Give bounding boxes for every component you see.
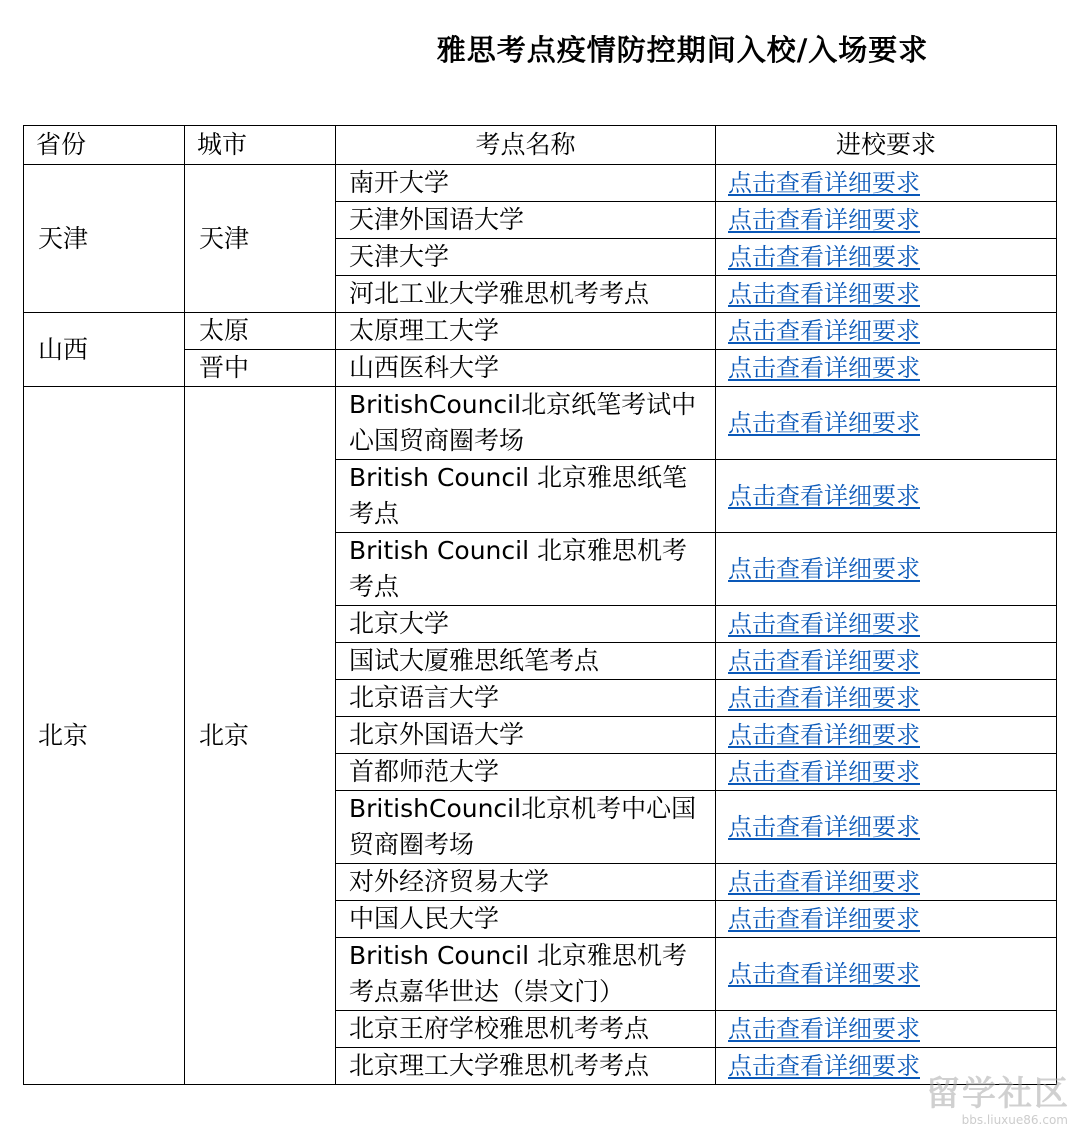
view-requirements-link[interactable]: 点击查看详细要求 <box>728 280 920 308</box>
table-header-row <box>24 126 1057 165</box>
venue-name-cell: 天津大学 <box>336 239 716 276</box>
view-requirements-link[interactable]: 点击查看详细要求 <box>728 758 920 786</box>
venue-name-cell: British Council 北京雅思纸笔考点 <box>336 460 716 533</box>
view-requirements-link[interactable]: 点击查看详细要求 <box>728 317 920 345</box>
city-cell: 天津 <box>185 165 336 313</box>
view-requirements-link[interactable]: 点击查看详细要求 <box>728 647 920 675</box>
venue-name-cell: 北京王府学校雅思机考考点 <box>336 1011 716 1048</box>
venue-name-cell: 国试大厦雅思纸笔考点 <box>336 643 716 680</box>
requirement-cell <box>716 239 1057 276</box>
venue-name-cell: 太原理工大学 <box>336 313 716 350</box>
requirement-cell <box>716 754 1057 791</box>
venue-name-cell: 对外经济贸易大学 <box>336 864 716 901</box>
requirement-cell <box>716 1048 1057 1085</box>
requirement-cell <box>716 717 1057 754</box>
venue-name-cell: 南开大学 <box>336 165 716 202</box>
view-requirements-link[interactable]: 点击查看详细要求 <box>728 409 920 437</box>
requirement-cell <box>716 938 1057 1011</box>
requirement-cell <box>716 276 1057 313</box>
requirement-cell <box>716 202 1057 239</box>
view-requirements-link[interactable]: 点击查看详细要求 <box>728 960 920 988</box>
view-requirements-link[interactable]: 点击查看详细要求 <box>728 482 920 510</box>
venue-name-cell: BritishCouncil北京纸笔考试中心国贸商圈考场 <box>336 387 716 460</box>
venue-name-cell: 首都师范大学 <box>336 754 716 791</box>
venue-name-cell: 北京大学 <box>336 606 716 643</box>
view-requirements-link[interactable]: 点击查看详细要求 <box>728 555 920 583</box>
header-requirement: 进校要求 <box>716 126 1057 165</box>
province-cell: 天津 <box>24 165 185 313</box>
requirement-cell <box>716 606 1057 643</box>
requirement-cell <box>716 791 1057 864</box>
view-requirements-link[interactable]: 点击查看详细要求 <box>728 1015 920 1043</box>
header-province: 省份 <box>24 126 185 165</box>
city-cell: 太原 <box>185 313 336 350</box>
venue-name-cell: 中国人民大学 <box>336 901 716 938</box>
province-cell: 山西 <box>24 313 185 387</box>
watermark-url: bbs.liuxue86.com <box>961 1113 1068 1127</box>
requirement-cell <box>716 643 1057 680</box>
venue-name-cell: 天津外国语大学 <box>336 202 716 239</box>
header-city: 城市 <box>185 126 336 165</box>
venue-name-cell: British Council 北京雅思机考考点嘉华世达（崇文门） <box>336 938 716 1011</box>
view-requirements-link[interactable]: 点击查看详细要求 <box>728 905 920 933</box>
city-cell: 北京 <box>185 387 336 1085</box>
venue-name-cell: British Council 北京雅思机考考点 <box>336 533 716 606</box>
venue-name-cell: 河北工业大学雅思机考考点 <box>336 276 716 313</box>
exam-venue-table <box>23 125 1057 1085</box>
view-requirements-link[interactable]: 点击查看详细要求 <box>728 1052 920 1080</box>
view-requirements-link[interactable]: 点击查看详细要求 <box>728 206 920 234</box>
document-title: 雅思考点疫情防控期间入校/入场要求 <box>436 33 929 67</box>
watermark-logo: 留学社区 <box>926 1074 1070 1114</box>
venue-name-cell: 山西医科大学 <box>336 350 716 387</box>
requirement-cell <box>716 313 1057 350</box>
requirement-cell <box>716 901 1057 938</box>
view-requirements-link[interactable]: 点击查看详细要求 <box>728 610 920 638</box>
view-requirements-link[interactable]: 点击查看详细要求 <box>728 243 920 271</box>
view-requirements-link[interactable]: 点击查看详细要求 <box>728 813 920 841</box>
view-requirements-link[interactable]: 点击查看详细要求 <box>728 721 920 749</box>
venue-name-cell: 北京语言大学 <box>336 680 716 717</box>
view-requirements-link[interactable]: 点击查看详细要求 <box>728 868 920 896</box>
table-row <box>24 165 1057 202</box>
view-requirements-link[interactable]: 点击查看详细要求 <box>728 684 920 712</box>
city-cell: 晋中 <box>185 350 336 387</box>
view-requirements-link[interactable]: 点击查看详细要求 <box>728 354 920 382</box>
requirement-cell <box>716 460 1057 533</box>
table-body <box>24 165 1057 1085</box>
venue-name-cell: BritishCouncil北京机考中心国贸商圈考场 <box>336 791 716 864</box>
view-requirements-link[interactable]: 点击查看详细要求 <box>728 169 920 197</box>
requirement-cell <box>716 864 1057 901</box>
table-row <box>24 313 1057 350</box>
header-venue: 考点名称 <box>336 126 716 165</box>
venue-name-cell: 北京理工大学雅思机考考点 <box>336 1048 716 1085</box>
requirement-cell <box>716 1011 1057 1048</box>
requirement-cell <box>716 350 1057 387</box>
requirement-cell <box>716 533 1057 606</box>
table-row <box>24 387 1057 460</box>
requirement-cell <box>716 165 1057 202</box>
venue-name-cell: 北京外国语大学 <box>336 717 716 754</box>
province-cell: 北京 <box>24 387 185 1085</box>
requirement-cell <box>716 680 1057 717</box>
requirement-cell <box>716 387 1057 460</box>
